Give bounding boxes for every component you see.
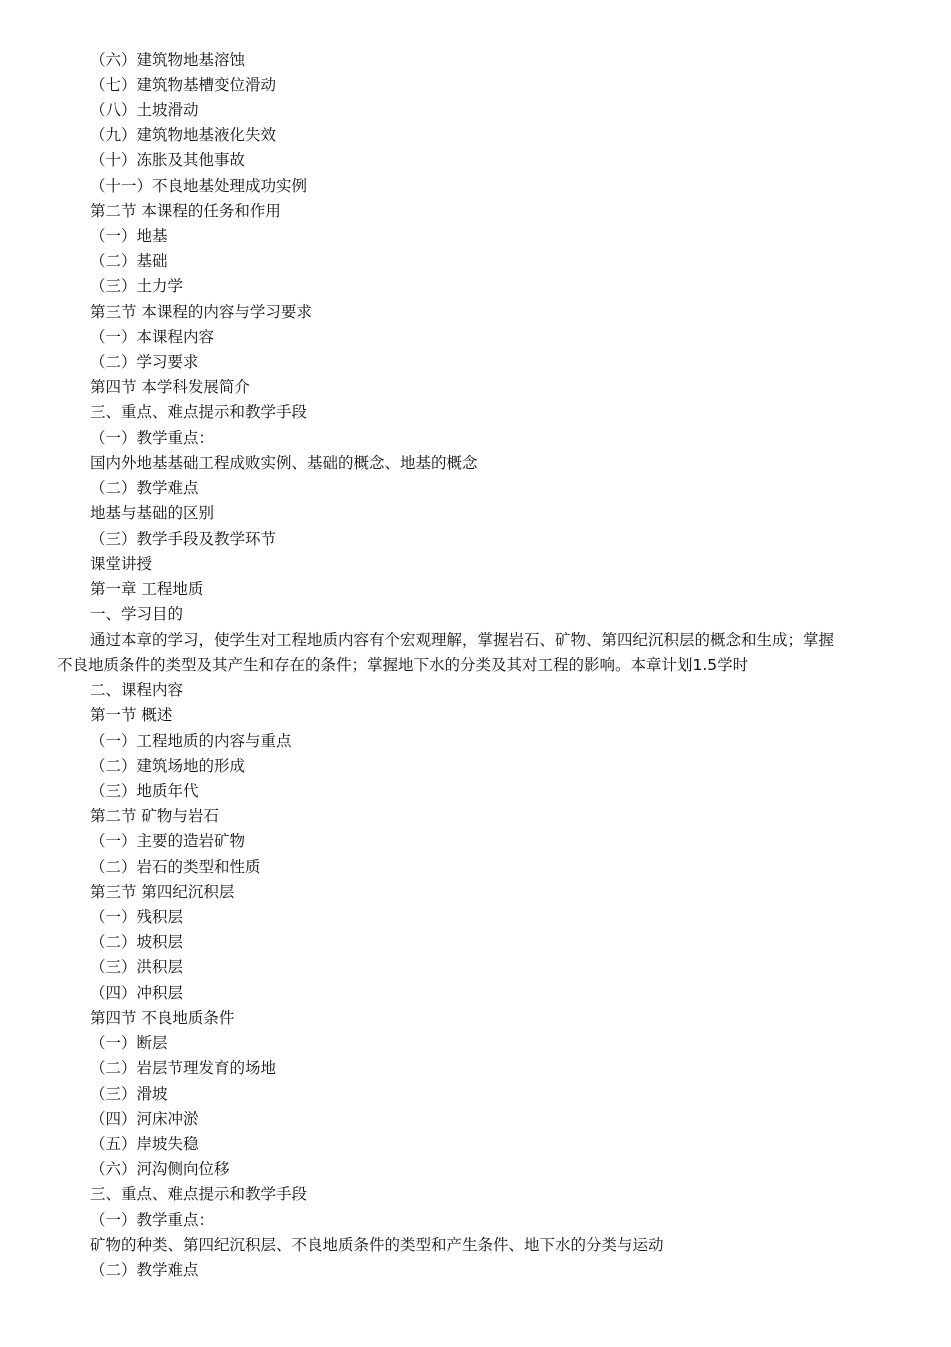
text-line: （九）建筑物地基液化失效 (90, 126, 277, 144)
text-line: （三）滑坡 (90, 1085, 168, 1103)
section-heading: 第二节 本课程的任务和作用 (90, 202, 281, 220)
text-line: （六）建筑物地基溶蚀 (90, 51, 246, 69)
text-line: （二）教学难点 (90, 479, 199, 497)
text-line: （三）土力学 (90, 277, 184, 295)
text-line: （二）岩石的类型和性质 (90, 858, 261, 876)
text-line: （一）本课程内容 (90, 328, 215, 346)
text-line: （三）洪积层 (90, 958, 184, 976)
text-line: （七）建筑物基槽变位滑动 (90, 76, 277, 94)
text-line: 课堂讲授 (90, 555, 153, 573)
text-line: （十一）不良地基处理成功实例 (90, 177, 308, 195)
text-line: （三）地质年代 (90, 782, 199, 800)
text-line: （一）地基 (90, 227, 168, 245)
section-heading: 第一节 概述 (90, 706, 173, 724)
text-line: （二）建筑场地的形成 (90, 757, 246, 775)
text-line: （一）断层 (90, 1034, 168, 1052)
section-heading: 第三节 本课程的内容与学习要求 (90, 303, 312, 321)
text-line: （四）冲积层 (90, 984, 184, 1002)
text-line: （二）基础 (90, 252, 168, 270)
chapter-heading: 第一章 工程地质 (90, 580, 204, 598)
section-heading: 三、重点、难点提示和教学手段 (90, 403, 308, 421)
section-heading: 第二节 矿物与岩石 (90, 807, 219, 825)
section-heading: 第四节 本学科发展简介 (90, 378, 250, 396)
text-line: （一）残积层 (90, 908, 184, 926)
text-line: （二）岩层节理发育的场地 (90, 1059, 277, 1077)
section-heading: 三、重点、难点提示和教学手段 (90, 1185, 308, 1203)
text-line: （三）教学手段及教学环节 (90, 530, 277, 548)
text-line: 矿物的种类、第四纪沉积层、不良地质条件的类型和产生条件、地下水的分类与运动 (90, 1236, 664, 1254)
text-line: （一）教学重点： (90, 429, 215, 447)
text-line: （二）教学难点 (90, 1261, 199, 1279)
text-line: （八）土坡滑动 (90, 101, 199, 119)
text-line: 地基与基础的区别 (90, 504, 215, 522)
paragraph-line: 通过本章的学习，使学生对工程地质内容有个宏观理解，掌握岩石、矿物、第四纪沉积层的概念和生成；掌握 (90, 631, 835, 649)
text-line: （二）坡积层 (90, 933, 184, 951)
text-line: （一）工程地质的内容与重点 (90, 732, 292, 750)
text-line: （四）河床冲淤 (90, 1110, 199, 1128)
text-line: （六）河沟侧向位移 (90, 1160, 230, 1178)
paragraph-line: 不良地质条件的类型及其产生和存在的条件；掌握地下水的分类及其对工程的影响。本章计划1.5学时 (57, 656, 749, 674)
text-line: （一）教学重点： (90, 1211, 215, 1229)
text-line: （五）岸坡失稳 (90, 1135, 199, 1153)
text-line: （十）冻胀及其他事故 (90, 151, 246, 169)
section-heading: 二、课程内容 (90, 681, 184, 699)
text-line: （一）主要的造岩矿物 (90, 832, 246, 850)
text-line: （二）学习要求 (90, 353, 199, 371)
section-heading: 第四节 不良地质条件 (90, 1009, 235, 1027)
section-heading: 第三节 第四纪沉积层 (90, 883, 235, 901)
section-heading: 一、学习目的 (90, 605, 184, 623)
text-line: 国内外地基基础工程成败实例、基础的概念、地基的概念 (90, 454, 478, 472)
